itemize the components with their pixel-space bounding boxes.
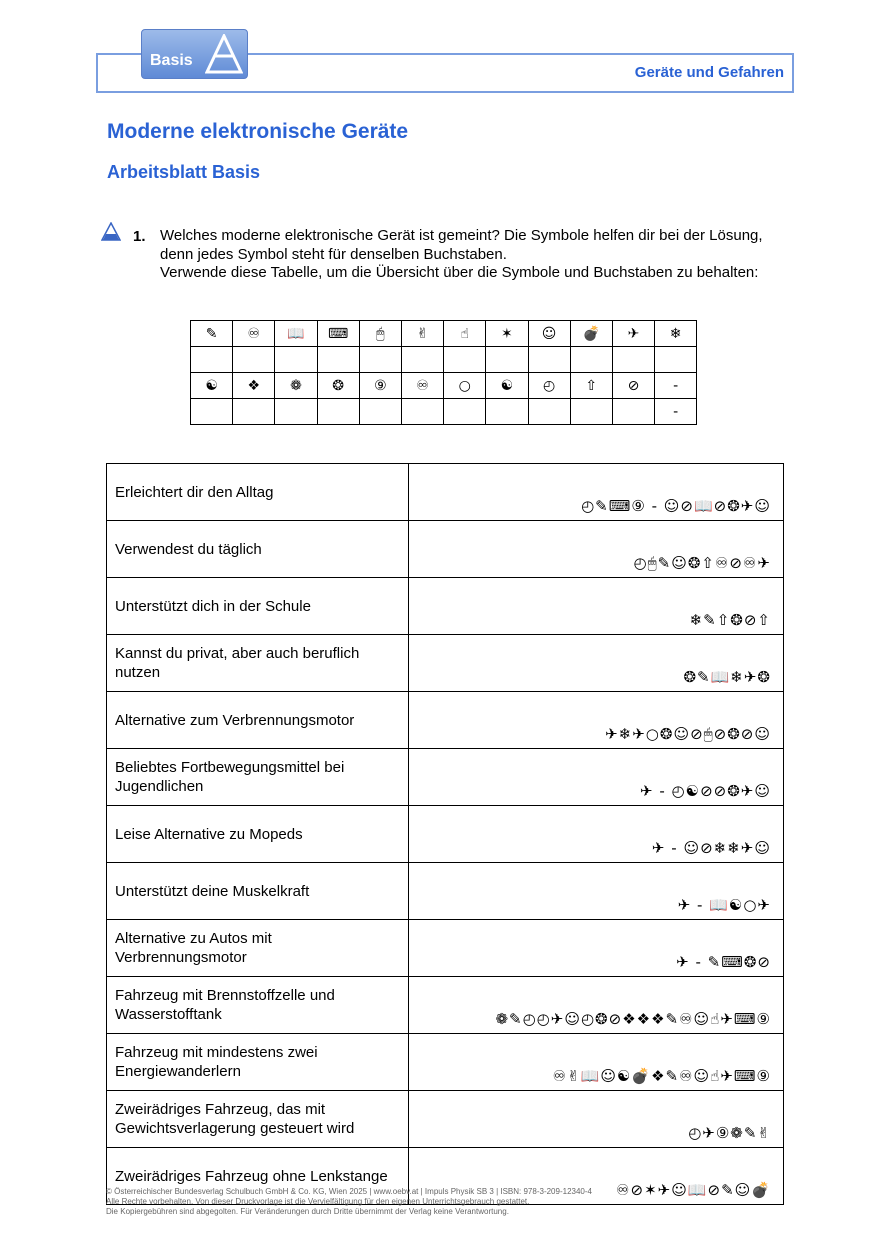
letter-row-2 xyxy=(191,399,697,425)
basis-level-icon xyxy=(101,222,121,242)
riddle-row xyxy=(107,635,784,692)
task-number: 1. xyxy=(133,228,146,245)
riddle-code: ◴✎⌨⑨ - ☺⊘📖⊘❂✈☺ xyxy=(409,464,784,521)
letter-input-cell[interactable] xyxy=(570,347,612,373)
riddle-clue: Fahrzeug mit mindestens zwei Energiewanderlern xyxy=(107,1034,409,1091)
riddle-code: ✈ - 📖☯○✈ xyxy=(409,863,784,920)
letter-input-cell[interactable] xyxy=(233,347,275,373)
letter-input-cell[interactable] xyxy=(528,347,570,373)
letter-input-cell[interactable] xyxy=(444,347,486,373)
riddle-clue: Kannst du privat, aber auch beruflich nutzen xyxy=(107,635,409,692)
riddle-row xyxy=(107,692,784,749)
riddle-clue: Fahrzeug mit Brennstoffzelle und Wasserstofftank xyxy=(107,977,409,1034)
task-instruction-line: Welches moderne elektronische Gerät ist gemeint? Die Symbole helfen dir bei der Lösung, denn jedes Symbol steht für denselben Buchstaben. xyxy=(160,227,763,263)
symbol-cell: ❖ xyxy=(233,373,275,399)
symbol-row-1 xyxy=(191,321,697,347)
symbol-cell: ♾ xyxy=(401,373,443,399)
riddle-row xyxy=(107,806,784,863)
riddle-clue: Zweirädriges Fahrzeug, das mit Gewichtsverlagerung gesteuert wird xyxy=(107,1091,409,1148)
letter-row-1 xyxy=(191,347,697,373)
symbol-key-table xyxy=(190,320,697,425)
letter-input-cell[interactable] xyxy=(359,399,401,425)
letter-input-cell[interactable] xyxy=(655,347,697,373)
letter-input-cell[interactable] xyxy=(359,347,401,373)
riddle-clue: Unterstützt deine Muskelkraft xyxy=(107,863,409,920)
riddle-clue: Erleichtert dir den Alltag xyxy=(107,464,409,521)
symbol-cell: ⊘ xyxy=(612,373,654,399)
riddle-row xyxy=(107,920,784,977)
letter-input-cell[interactable] xyxy=(191,347,233,373)
symbol-cell: ❂ xyxy=(317,373,359,399)
riddle-code: ✈ - ◴☯⊘⊘❂✈☺ xyxy=(409,749,784,806)
symbol-cell: ✶ xyxy=(486,321,528,347)
symbol-cell: ○ xyxy=(444,373,486,399)
symbol-cell: ❄ xyxy=(655,321,697,347)
task-instruction-line: Verwende diese Tabelle, um die Übersicht über die Symbole und Buchstaben zu behalten: xyxy=(160,264,759,281)
letter-input-cell[interactable] xyxy=(317,399,359,425)
riddle-row xyxy=(107,749,784,806)
symbol-cell: ⌨ xyxy=(317,321,359,347)
footer xyxy=(106,1187,786,1217)
riddle-code: ♾✌📖☺☯💣❖✎♾☺☝✈⌨⑨ xyxy=(409,1034,784,1091)
letter-input-cell[interactable] xyxy=(401,399,443,425)
symbol-cell: ✌ xyxy=(401,321,443,347)
footer-copyright: © Österreichischer Bundesverlag Schulbuch GmbH & Co. KG, Wien 2025 | www.oebv.at | Impuls Physik SB 3 | ISBN: 978-3-209-12340-4 xyxy=(106,1187,592,1196)
letter-input-cell[interactable] xyxy=(528,399,570,425)
symbol-cell: ☝ xyxy=(444,321,486,347)
symbol-cell: ◴ xyxy=(528,373,570,399)
page-subtitle: Arbeitsblatt Basis xyxy=(107,162,261,182)
symbol-cell: ♾ xyxy=(233,321,275,347)
symbol-cell: ☯ xyxy=(191,373,233,399)
triangle-logo-icon xyxy=(205,34,243,74)
symbol-cell: ✈ xyxy=(612,321,654,347)
symbol-row-2 xyxy=(191,373,697,399)
riddle-code: ◴🖱✎☺❂⇧♾⊘♾✈ xyxy=(409,521,784,578)
riddle-row xyxy=(107,1091,784,1148)
riddle-clue: Zweirädriges Fahrzeug ohne Lenkstange xyxy=(107,1148,409,1205)
footer-disclaimer: Die Kopiergebühren sind abgegolten. Für Veränderungen durch Dritte übernimmt der Verlag keine Verantwortung. xyxy=(106,1207,509,1216)
letter-input-cell: - xyxy=(655,399,697,425)
symbol-cell: - xyxy=(655,373,697,399)
footer-rights: Alle Rechte vorbehalten. Von dieser Druckvorlage ist die Vervielfältigung für den eigenen Unterrichtsgebrauch gestattet. xyxy=(106,1197,530,1206)
riddle-row xyxy=(107,1034,784,1091)
riddle-code: ❂✎📖❄✈❂ xyxy=(409,635,784,692)
letter-input-cell[interactable] xyxy=(191,399,233,425)
symbol-cell: 💣 xyxy=(570,321,612,347)
symbol-cell: 🖱 xyxy=(359,321,401,347)
riddle-clue: Verwendest du täglich xyxy=(107,521,409,578)
riddle-code: ♾⊘✶✈☺📖⊘✎☺💣 xyxy=(409,1148,784,1205)
symbol-cell: ⇧ xyxy=(570,373,612,399)
riddle-clue: Beliebtes Fortbewegungsmittel bei Jugendlichen xyxy=(107,749,409,806)
riddle-row xyxy=(107,521,784,578)
logo-text: Basis xyxy=(150,52,193,69)
letter-input-cell[interactable] xyxy=(612,347,654,373)
basis-logo xyxy=(141,29,248,79)
riddle-row xyxy=(107,977,784,1034)
riddle-clue: Leise Alternative zu Mopeds xyxy=(107,806,409,863)
task-instructions xyxy=(160,227,780,283)
riddle-code: ❁✎◴◴✈☺◴❂⊘❖❖❖✎♾☺☝✈⌨⑨ xyxy=(409,977,784,1034)
letter-input-cell[interactable] xyxy=(570,399,612,425)
page-title: Moderne elektronische Geräte xyxy=(107,120,409,143)
letter-input-cell[interactable] xyxy=(486,347,528,373)
riddle-code: ◴✈⑨❁✎✌ xyxy=(409,1091,784,1148)
riddle-table xyxy=(106,463,784,1205)
symbol-cell: ⑨ xyxy=(359,373,401,399)
riddle-row xyxy=(107,578,784,635)
riddle-row xyxy=(107,464,784,521)
riddle-code: ✈ - ✎⌨❂⊘ xyxy=(409,920,784,977)
letter-input-cell[interactable] xyxy=(401,347,443,373)
riddle-clue: Alternative zu Autos mit Verbrennungsmotor xyxy=(107,920,409,977)
riddle-code: ❄✎⇧❂⊘⇧ xyxy=(409,578,784,635)
riddle-code: ✈ - ☺⊘❄❄✈☺ xyxy=(409,806,784,863)
symbol-cell: ❁ xyxy=(275,373,317,399)
riddle-row xyxy=(107,863,784,920)
letter-input-cell[interactable] xyxy=(317,347,359,373)
letter-input-cell[interactable] xyxy=(612,399,654,425)
letter-input-cell[interactable] xyxy=(233,399,275,425)
letter-input-cell[interactable] xyxy=(444,399,486,425)
letter-input-cell[interactable] xyxy=(486,399,528,425)
riddle-clue: Unterstützt dich in der Schule xyxy=(107,578,409,635)
symbol-cell: 📖 xyxy=(275,321,317,347)
symbol-cell: ☺ xyxy=(528,321,570,347)
symbol-cell: ✎ xyxy=(191,321,233,347)
letter-input-cell[interactable] xyxy=(275,347,317,373)
symbol-cell: ☯ xyxy=(486,373,528,399)
letter-input-cell[interactable] xyxy=(275,399,317,425)
riddle-code: ✈❄✈○❂☺⊘🖱⊘❂⊘☺ xyxy=(409,692,784,749)
riddle-clue: Alternative zum Verbrennungsmotor xyxy=(107,692,409,749)
header-title: Geräte und Gefahren xyxy=(634,64,784,81)
